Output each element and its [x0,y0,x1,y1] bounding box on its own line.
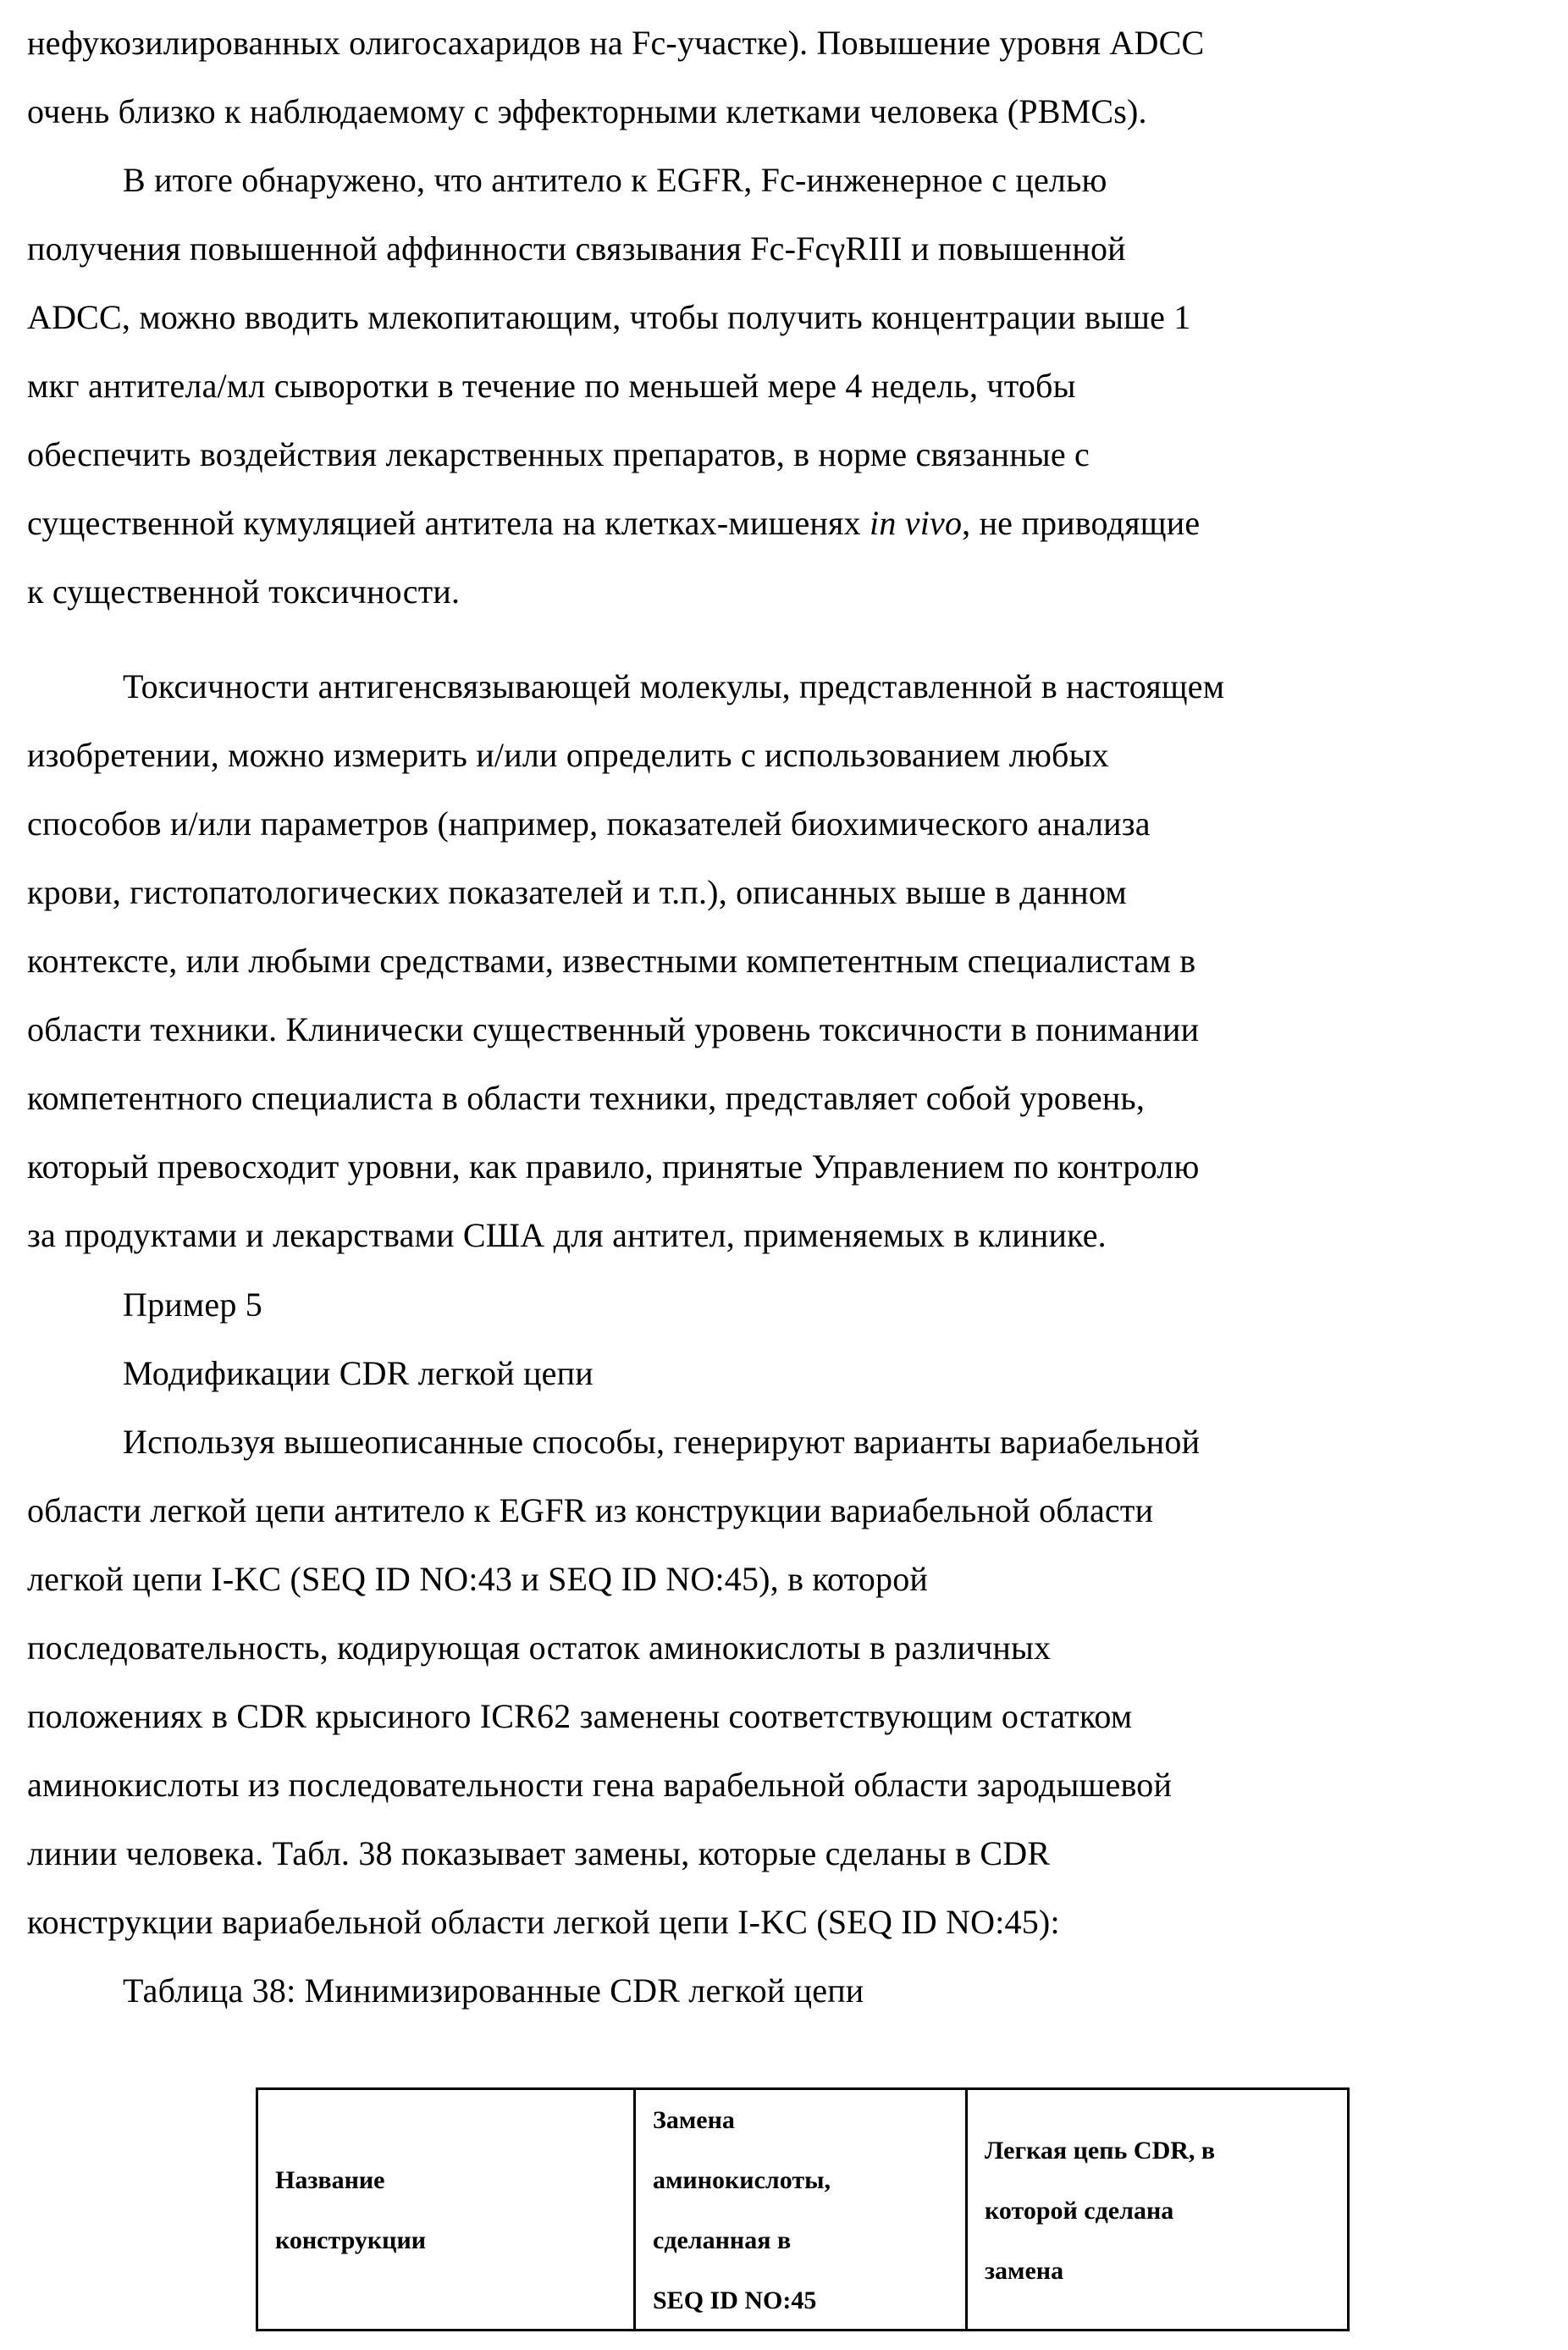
example-paragraph-line-5: положениях в CDR крысиного ICR62 заменены соответствующим остатком [27,1697,1133,1735]
paragraph-3-line-2: изобретении, можно измерить и/или определить с использованием любых [27,736,1109,774]
paragraph-2-line-4: мкг антитела/мл сыворотки в течение по меньшей мере 4 недель, чтобы [27,367,1076,405]
example-paragraph-line-4: последовательность, кодирующая остаток аминокислоты в различных [27,1628,1052,1667]
paragraph-1-line-2: очень близко к наблюдаемому с эффекторными клетками человека (PBMCs). [27,92,1147,130]
header-text: замена [985,2256,1064,2285]
paragraph-2-line-2: получения повышенной аффинности связывания Fc-FcγRIII и повышенной [27,229,1126,268]
table-header-light-chain-cdr [968,2090,1347,2331]
paragraph-2-line-7: к существенной токсичности. [27,572,461,611]
table-header-construct-name [258,2090,636,2331]
header-text: которой сделана [985,2196,1174,2225]
header-text: аминокислоты, [653,2166,831,2194]
paragraph-2-line-6-tail: , не приводящие [962,504,1201,542]
paragraph-3-line-1: Токсичности антигенсвязывающей молекулы, представленной в настоящем [123,667,1225,705]
paragraph-3-line-3: способов и/или параметров (например, показателей биохимического анализа [27,805,1151,843]
header-text: Название [275,2166,385,2194]
cdr-table [256,2087,1350,2331]
paragraph-2-line-6 [27,489,1200,557]
paragraph-3-line-8: который превосходит уровни, как правило, принятые Управлением по контролю [27,1147,1200,1186]
paragraph-3-line-6: области техники. Клинически существенный уровень токсичности в понимании [27,1010,1200,1048]
example-title: Модификации CDR легкой цепи [123,1354,594,1392]
header-text: сделанная в [653,2226,792,2254]
header-text: Замена [653,2106,735,2134]
example-paragraph-line-3: легкой цепи I-KC (SEQ ID NO:43 и SEQ ID NO:45), в которой [27,1560,928,1598]
paragraph-2-line-1: В итоге обнаружено, что антитело к EGFR, Fc-инженерное с целью [123,161,1107,199]
paragraph-3-line-9: за продуктами и лекарствами США для антител, применяемых в клинике. [27,1216,1107,1254]
table-header-substitution [636,2090,968,2331]
paragraph-3-line-4: крови, гистопатологических показателей и т.п.), описанных выше в данном [27,873,1127,911]
example-paragraph-line-8: конструкции вариабельной области легкой цепи I-KC (SEQ ID NO:45): [27,1903,1060,1941]
paragraph-2-line-6-text: существенной кумуляцией антитела на клетках-мишенях [27,504,870,542]
header-text: Легкая цепь CDR, в [985,2136,1216,2165]
paragraph-2-line-3: ADCC, можно вводить млекопитающим, чтобы получить концентрации выше 1 [27,298,1191,336]
example-paragraph-line-7: линии человека. Табл. 38 показывает замены, которые сделаны в CDR [27,1834,1051,1872]
example-paragraph-line-2: области легкой цепи антитело к EGFR из конструкции вариабельной области [27,1491,1154,1529]
paragraph-3-line-7: компетентного специалиста в области техники, представляет собой уровень, [27,1079,1146,1117]
example-paragraph-line-6: аминокислоты из последовательности гена варабельной области зародышевой [27,1766,1173,1804]
example-paragraph-line-1: Используя вышеописанные способы, генерируют варианты вариабельной [123,1423,1201,1461]
header-text: SEQ ID NO:45 [653,2286,817,2314]
example-label: Пример 5 [123,1286,262,1324]
paragraph-3-line-5: контексте, или любыми средствами, известными компетентным специалистам в [27,942,1196,980]
paragraph-2-line-5: обеспечить воздействия лекарственных препаратов, в норме связанные с [27,435,1090,473]
table-caption: Таблица 38: Минимизированные CDR легкой цепи [123,1971,864,2010]
paragraph-1-line-1: нефукозилированных олигосахаридов на Fc-участке). Повышение уровня ADCC [27,24,1205,62]
in-vivo-italic: in vivo [870,504,963,542]
header-text: конструкции [275,2226,427,2254]
